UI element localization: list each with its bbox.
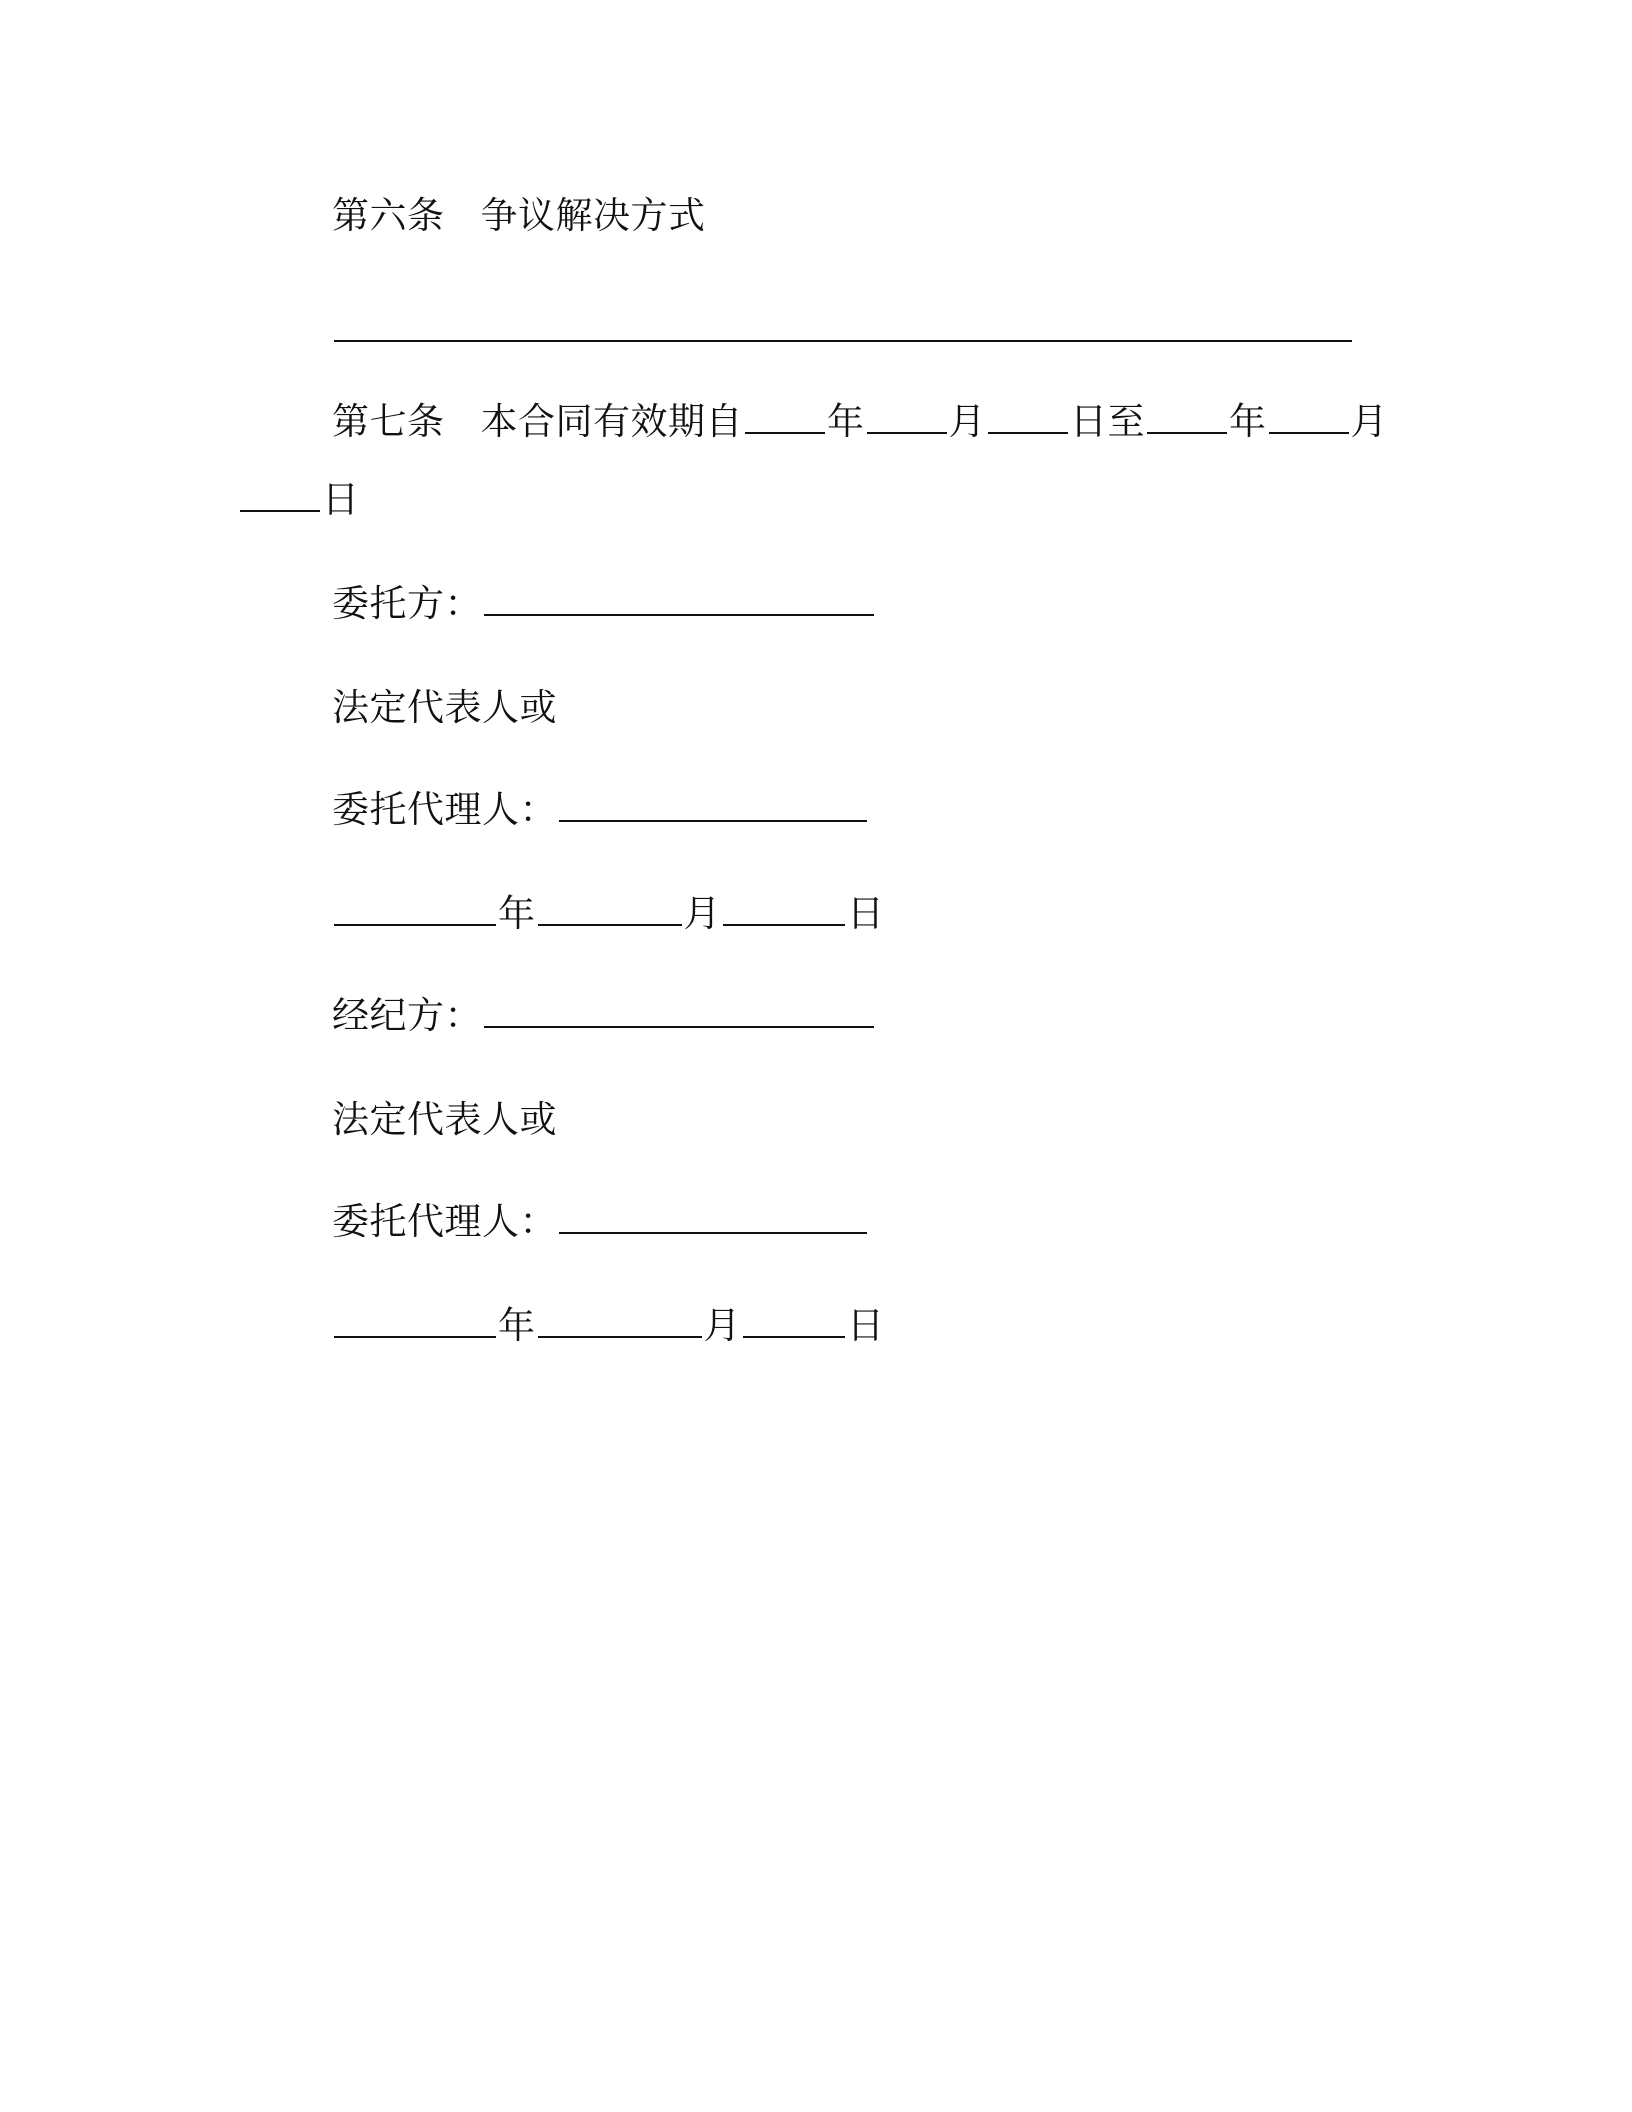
article-7-text: 本合同有效期自 xyxy=(480,400,743,443)
dispute-resolution-blank[interactable] xyxy=(334,310,1352,342)
principal-date-line xyxy=(332,890,885,938)
end-year-blank[interactable] xyxy=(1147,402,1227,434)
start-year-label: 年 xyxy=(827,400,865,443)
broker-month-blank[interactable] xyxy=(538,1306,702,1338)
principal-year-blank[interactable] xyxy=(334,894,496,926)
broker-rep-line xyxy=(332,1096,557,1144)
broker-year-label: 年 xyxy=(498,1304,536,1347)
article-6-blank-line[interactable] xyxy=(332,306,1354,354)
article-6-heading xyxy=(332,192,706,240)
principal-line xyxy=(332,580,876,628)
broker-day-label: 日 xyxy=(847,1304,885,1347)
broker-agent-line xyxy=(332,1198,869,1246)
start-year-blank[interactable] xyxy=(745,402,825,434)
broker-rep-label: 法定代表人或 xyxy=(332,1098,557,1141)
broker-blank[interactable] xyxy=(484,996,874,1028)
broker-year-blank[interactable] xyxy=(334,1306,496,1338)
start-month-label: 月 xyxy=(948,400,986,443)
end-month-blank[interactable] xyxy=(1269,402,1349,434)
end-year-label: 年 xyxy=(1229,400,1267,443)
start-day-blank[interactable] xyxy=(988,402,1068,434)
article-7-number: 第七条 xyxy=(332,400,445,443)
article-6-number: 第六条 xyxy=(332,194,445,237)
principal-label: 委托方： xyxy=(332,582,482,625)
end-day-label: 日 xyxy=(322,478,360,521)
principal-month-label: 月 xyxy=(683,892,721,935)
article-7-line-1 xyxy=(332,398,1388,446)
principal-rep-label: 法定代表人或 xyxy=(332,686,557,729)
principal-day-label: 日 xyxy=(847,892,885,935)
broker-line xyxy=(332,992,876,1040)
principal-month-blank[interactable] xyxy=(538,894,682,926)
principal-agent-label: 委托代理人： xyxy=(332,788,557,831)
principal-blank[interactable] xyxy=(484,584,874,616)
end-day-blank[interactable] xyxy=(240,480,320,512)
start-month-blank[interactable] xyxy=(867,402,947,434)
principal-rep-line xyxy=(332,684,557,732)
principal-year-label: 年 xyxy=(498,892,536,935)
broker-date-line xyxy=(332,1302,885,1350)
principal-agent-blank[interactable] xyxy=(559,790,867,822)
broker-month-label: 月 xyxy=(703,1304,741,1347)
broker-day-blank[interactable] xyxy=(743,1306,845,1338)
end-month-label: 月 xyxy=(1350,400,1388,443)
broker-agent-label: 委托代理人： xyxy=(332,1200,557,1243)
principal-agent-line xyxy=(332,786,869,834)
broker-label: 经纪方： xyxy=(332,994,482,1037)
start-day-to-label: 日至 xyxy=(1070,400,1145,443)
principal-day-blank[interactable] xyxy=(723,894,845,926)
article-6-title: 争议解决方式 xyxy=(480,194,706,237)
article-7-line-2 xyxy=(238,476,360,524)
broker-agent-blank[interactable] xyxy=(559,1202,867,1234)
